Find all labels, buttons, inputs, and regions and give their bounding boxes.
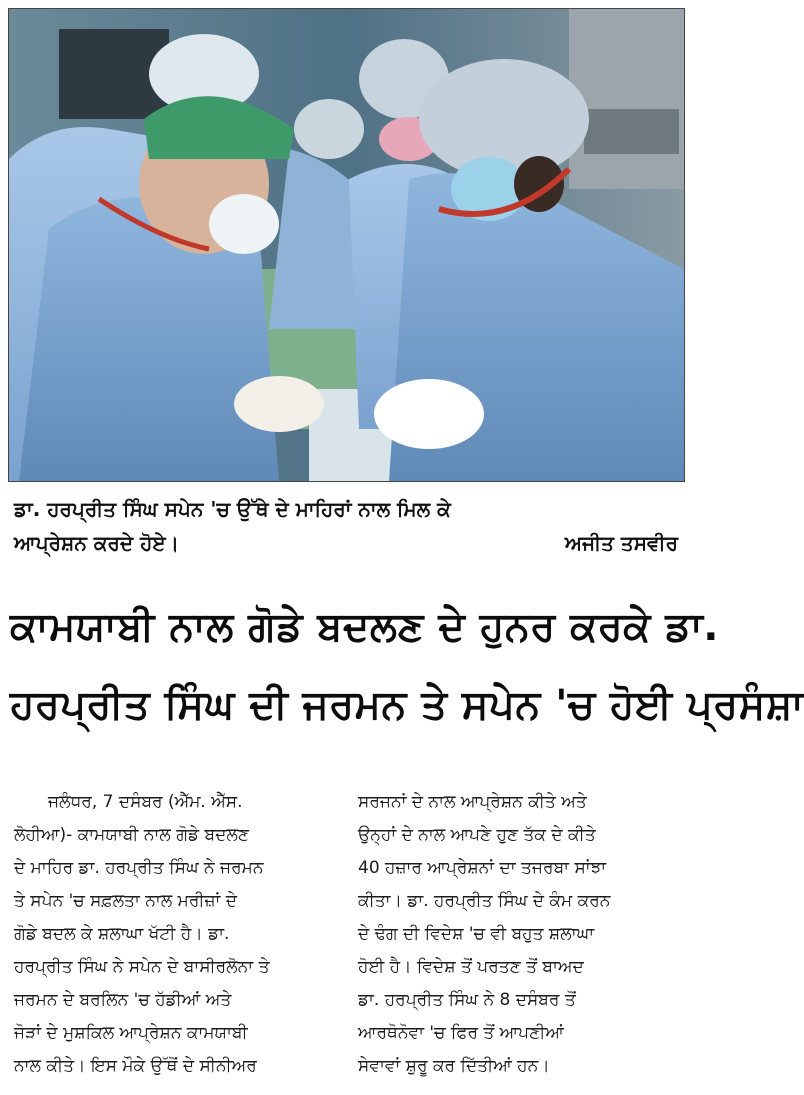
article-line: ਹੋਈ ਹੈ। ਵਿਦੇਸ਼ ਤੋਂ ਪਰਤਣ ਤੋਂ ਬਾਅਦ [358,957,584,977]
surgery-photo [8,8,685,482]
headline-line: ਕਾਮਯਾਬੀ ਨਾਲ ਗੋਡੇ ਬਦਲਣ ਦੇ ਹੁਨਰ ਕਰਕੇ ਡਾ. [10,604,719,650]
article-line: ਦੇ ਮਾਹਿਰ ਡਾ. ਹਰਪ੍ਰੀਤ ਸਿੰਘ ਨੇ ਜਰਮਨ [14,858,264,878]
article-column-left [14,786,336,1086]
article-line: ਸਰਜਨਾਂ ਦੇ ਨਾਲ ਆਪ੍ਰੇਸ਼ਨ ਕੀਤੇ ਅਤੇ [358,792,587,812]
article-line: 40 ਹਜ਼ਾਰ ਆਪ੍ਰੇਸ਼ਨਾਂ ਦਾ ਤਜਰਬਾ ਸਾਂਝਾ [358,858,607,878]
article-headline [10,588,804,744]
article-line: ਜਲੰਧਰ, 7 ਦਸੰਬਰ (ਐੱਮ. ਐੱਸ. [48,792,243,812]
article-line: ਜਰਮਨ ਦੇ ਬਰਲਿਨ 'ਚ ਹੱਡੀਆਂ ਅਤੇ [14,990,232,1010]
article-line: ਕੀਤਾ। ਡਾ. ਹਰਪ੍ਰੀਤ ਸਿੰਘ ਦੇ ਕੰਮ ਕਰਨ [358,891,611,911]
article-line: ਗੋਡੇ ਬਦਲ ਕੇ ਸ਼ਲਾਘਾ ਖੱਟੀ ਹੈ। ਡਾ. [14,924,230,944]
article-line: ਉਨ੍ਹਾਂ ਦੇ ਨਾਲ ਆਪਣੇ ਹੁਣ ਤੱਕ ਦੇ ਕੀਤੇ [358,825,596,845]
caption-line-row [14,526,678,560]
caption-line: ਡਾ. ਹਰਪ੍ਰੀਤ ਸਿੰਘ ਸਪੇਨ 'ਚ ਉੱਥੇ ਦੇ ਮਾਹਿਰਾਂ ਨਾਲ ਮਿਲ ਕੇ [14,497,451,521]
article-line: ਨਾਲ ਕੀਤੇ। ਇਸ ਮੌਕੇ ਉੱਥੋਂ ਦੇ ਸੀਨੀਅਰ [14,1056,257,1076]
photo-caption [14,492,678,560]
surgery-photo-icon [9,9,684,481]
article-line: ਤੇ ਸਪੇਨ 'ਚ ਸਫ਼ਲਤਾ ਨਾਲ ਮਰੀਜ਼ਾਂ ਦੇ [14,891,238,911]
article-line: ਆਰਥੋਨੋਵਾ 'ਚ ਫਿਰ ਤੋਂ ਆਪਣੀਆਂ [358,1023,564,1043]
article-line: ਹਰਪ੍ਰੀਤ ਸਿੰਘ ਨੇ ਸਪੇਨ ਦੇ ਬਾਸੀਰਲੋਨਾ ਤੇ [14,957,270,977]
article-body [14,786,680,1086]
article-line: ਡਾ. ਹਰਪ੍ਰੀਤ ਸਿੰਘ ਨੇ 8 ਦਸੰਬਰ ਤੋਂ [358,990,576,1010]
article-line: ਲੋਹੀਆ)- ਕਾਮਯਾਬੀ ਨਾਲ ਗੋਡੇ ਬਦਲਣ [14,825,249,845]
caption-line: ਆਪ੍ਰੇਸ਼ਨ ਕਰਦੇ ਹੋਏ। [14,531,180,555]
article-line: ਜੋੜਾਂ ਦੇ ਮੁਸ਼ਕਿਲ ਆਪ੍ਰੇਸ਼ਨ ਕਾਮਯਾਬੀ [14,1023,248,1043]
article-column-right [358,786,680,1086]
article-line: ਦੇ ਢੰਗ ਦੀ ਵਿਦੇਸ਼ 'ਚ ਵੀ ਬਹੁਤ ਸ਼ਲਾਘਾ [358,924,595,944]
headline-line: ਹਰਪ੍ਰੀਤ ਸਿੰਘ ਦੀ ਜਰਮਨ ਤੇ ਸਪੇਨ 'ਚ ਹੋਈ ਪ੍ਰਸੰਸ਼ਾ [10,682,804,728]
article-line: ਸੇਵਾਵਾਂ ਸ਼ੁਰੂ ਕਰ ਦਿੱਤੀਆਂ ਹਨ। [358,1056,550,1076]
photo-credit: ਅਜੀਤ ਤਸਵੀਰ [564,531,678,555]
